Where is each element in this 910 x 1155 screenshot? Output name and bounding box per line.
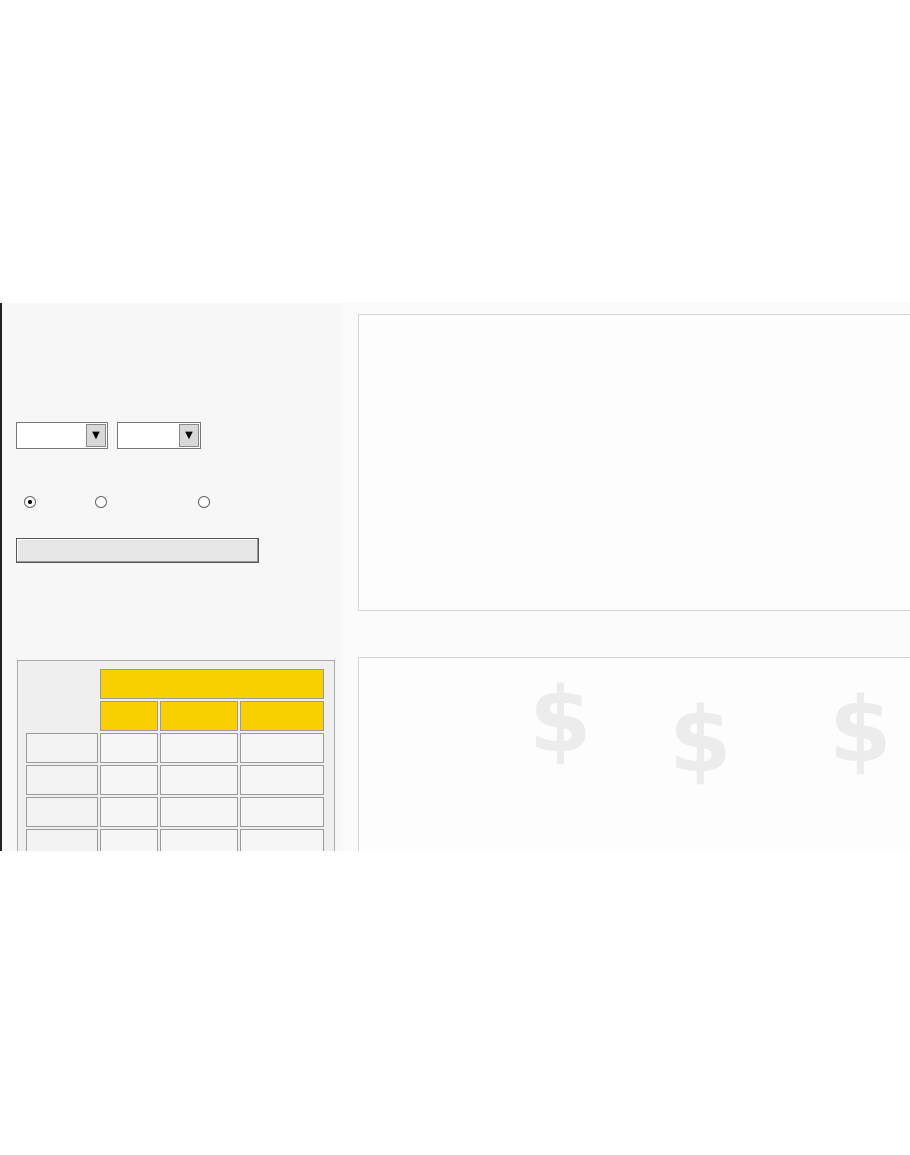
combo-pattern bbox=[26, 829, 98, 851]
radio-max[interactable] bbox=[198, 496, 213, 508]
slot-game-screenshot bbox=[0, 303, 910, 851]
last10-panel bbox=[358, 657, 910, 851]
spin-button[interactable] bbox=[16, 538, 259, 563]
radio-double[interactable] bbox=[95, 496, 110, 508]
dollar-icon: $ bbox=[829, 678, 892, 783]
col-double bbox=[160, 701, 238, 731]
bet-amount-select[interactable] bbox=[16, 422, 108, 449]
dollar-icon: $ bbox=[529, 668, 592, 773]
combo-pattern bbox=[26, 765, 98, 795]
combo-min bbox=[100, 765, 158, 795]
col-min bbox=[100, 701, 158, 731]
combo-max bbox=[240, 829, 324, 851]
radio-checked-icon[interactable] bbox=[24, 496, 36, 508]
dollar-icon: $ bbox=[669, 688, 732, 793]
top10-panel bbox=[358, 314, 910, 611]
combo-max bbox=[240, 765, 324, 795]
combo-pattern bbox=[26, 733, 98, 763]
winnings-header bbox=[100, 669, 324, 699]
combo-max bbox=[240, 797, 324, 827]
chevron-down-icon[interactable]: ▼ bbox=[86, 424, 106, 447]
bet-panel bbox=[2, 303, 343, 851]
combo-double bbox=[160, 797, 238, 827]
col-max bbox=[240, 701, 324, 731]
combo-min bbox=[100, 797, 158, 827]
currency-select[interactable] bbox=[117, 422, 201, 449]
radio-min[interactable] bbox=[24, 496, 39, 508]
combo-max bbox=[240, 733, 324, 763]
combo-min bbox=[100, 829, 158, 851]
combos-table bbox=[17, 660, 335, 851]
combo-pattern bbox=[26, 797, 98, 827]
combo-double bbox=[160, 829, 238, 851]
combo-double bbox=[160, 765, 238, 795]
combo-min bbox=[100, 733, 158, 763]
combo-double bbox=[160, 733, 238, 763]
chevron-down-icon[interactable]: ▼ bbox=[179, 424, 199, 447]
radio-unchecked-icon[interactable] bbox=[198, 496, 210, 508]
radio-unchecked-icon[interactable] bbox=[95, 496, 107, 508]
